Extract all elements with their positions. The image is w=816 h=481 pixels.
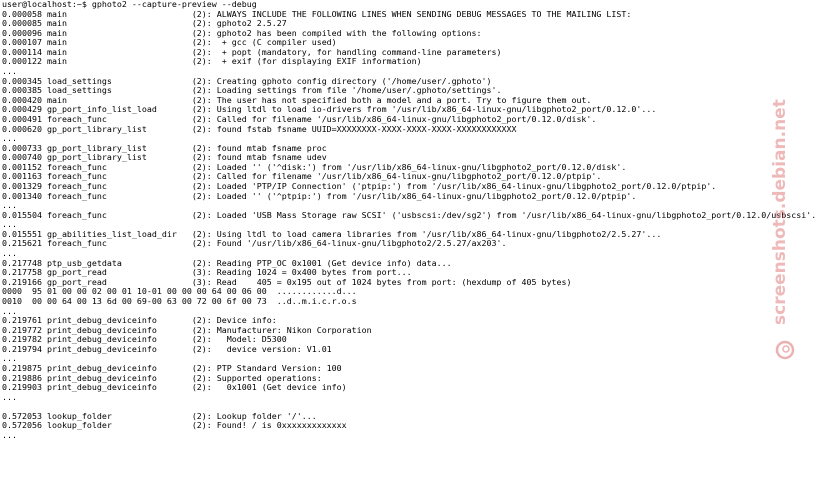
terminal-line: ... bbox=[2, 353, 17, 364]
terminal-line: 0.000058 main (2): ALWAYS INCLUDE THE FOLLOWING LINES WHEN SENDING DEBUG MESSAGES TO THE MAILING LIST: bbox=[2, 8, 632, 19]
terminal-line: ... bbox=[2, 133, 17, 144]
terminal-line: ... bbox=[2, 66, 17, 77]
terminal-line: 0.000429 gp_port_info_list_load (2): Using ltdl to load io-drivers from '/usr/lib/x86_64-linux-gnu/libgphoto2_port/0.12.0'... bbox=[2, 104, 657, 115]
terminal-line: 0.219886 print_debug_deviceinfo (2): Supported operations: bbox=[2, 372, 322, 383]
terminal-line: 0.000096 main (2): gphoto2 has been compiled with the following options: bbox=[2, 27, 482, 38]
terminal-line: 0.219875 print_debug_deviceinfo (2): PTP Standard Version: 100 bbox=[2, 362, 342, 373]
terminal-line: 0.219772 print_debug_deviceinfo (2): Manufacturer: Nikon Corporation bbox=[2, 324, 372, 335]
terminal-line: 0.000420 main (2): The user has not specified both a model and a port. Try to figure them out. bbox=[2, 94, 592, 105]
terminal-line: 0.001152 foreach_func (2): Loaded '' ('^disk:') from '/usr/lib/x86_64-linux-gnu/libgphoto2_port/0.12.0/disk'. bbox=[2, 161, 627, 172]
terminal-line: 0.219903 print_debug_deviceinfo (2): 0x1001 (Get device info) bbox=[2, 382, 347, 393]
terminal-line: 0.001329 foreach_func (2): Loaded 'PTP/IP Connection' ('ptpip:') from '/usr/lib/x86_64-linux-gnu/libgphoto2_port/0.12.0/ptpip'. bbox=[2, 180, 717, 191]
terminal-line: 0.000385 load_settings (2): Loading settings from file '/home/user/.gphoto/settings'. bbox=[2, 85, 502, 96]
terminal-line: 0.015551 gp_abilities_list_load_dir (2): Using ltdl to load camera libraries from '/usr/lib/x86_64-linux-gnu/libgphoto2/2.5.27'... bbox=[2, 228, 662, 239]
watermark-graphic bbox=[770, 99, 797, 370]
watermark-text: screenshots.debian.net bbox=[770, 99, 790, 325]
terminal-line: 0.000122 main (2): + exif (for displaying EXIF information) bbox=[2, 56, 422, 67]
terminal-line: 0.219166 gp_port_read (3): Read 405 = 0x195 out of 1024 bytes from port: (hexdump of 405 bytes) bbox=[2, 276, 572, 287]
terminal-line: ... bbox=[2, 430, 17, 441]
terminal-line: user@localhost:~$ gphoto2 --capture-preview --debug bbox=[2, 0, 257, 9]
terminal-line: 0.219794 print_debug_deviceinfo (2): device version: V1.01 bbox=[2, 343, 332, 354]
terminal-line: 0.000740 gp_port_library_list (2): found mtab fsname udev bbox=[2, 152, 327, 163]
terminal-line: 0.000620 gp_port_library_list (2): found fstab fsname UUID=XXXXXXXX-XXXX-XXXX-XXXX-XXXXXXXXXXXX bbox=[2, 123, 517, 134]
terminal-line: 0.217758 gp_port_read (3): Reading 1024 = 0x400 bytes from port... bbox=[2, 267, 412, 278]
terminal-line: 0.015504 foreach_func (2): Loaded 'USB Mass Storage raw SCSI' ('usbscsi:/dev/sg2') from '/usr/lib/x86_64-linux-gnu/libgphoto2_port/0.12.0/usbscsi'. bbox=[2, 209, 816, 220]
terminal-line: 0000 95 01 00 00 02 00 01 10-01 00 00 00 64 00 06 00 ............d... bbox=[2, 286, 357, 297]
terminal-line: 0.217748 ptp_usb_getdata (2): Reading PTP_OC 0x1001 (Get device info) data... bbox=[2, 257, 452, 268]
terminal-line: 0.000491 foreach_func (2): Called for filename '/usr/lib/x86_64-linux-gnu/libgphoto2_port/0.12.0/disk'. bbox=[2, 113, 597, 124]
terminal-line: ... bbox=[2, 391, 17, 402]
terminal-line: 0.000114 main (2): + popt (mandatory, for handling command-line parameters) bbox=[2, 46, 502, 57]
terminal-line: 0.000085 main (2): gphoto2 2.5.27 bbox=[2, 18, 287, 29]
terminal-line: ... bbox=[2, 219, 17, 230]
terminal-line: ... bbox=[2, 200, 17, 211]
terminal-line: 0.215621 foreach_func (2): Found '/usr/lib/x86_64-linux-gnu/libgphoto2/2.5.27/ax203'. bbox=[2, 238, 507, 249]
terminal-line: 0.572053 lookup_folder (2): Lookup folder '/'... bbox=[2, 410, 317, 421]
terminal-line: 0.001163 foreach_func (2): Called for filename '/usr/lib/x86_64-linux-gnu/libgphoto2_port/0.12.0/ptpip'. bbox=[2, 171, 602, 182]
terminal-line: 0.000733 gp_port_library_list (2): found mtab fsname proc bbox=[2, 142, 327, 153]
terminal-line: 0.219782 print_debug_deviceinfo (2): Model: D5300 bbox=[2, 334, 287, 345]
debian-swirl-icon bbox=[777, 342, 793, 358]
terminal-line: 0.572056 lookup_folder (2): Found! / is 0xxxxxxxxxxxxx bbox=[2, 420, 347, 431]
terminal-line: ... bbox=[2, 305, 17, 316]
terminal-line: 0.000107 main (2): + gcc (C compiler used) bbox=[2, 37, 337, 48]
terminal-line: 0.001340 foreach_func (2): Loaded '' ('^ptpip:') from '/usr/lib/x86_64-linux-gnu/libgphoto2_port/0.12.0/ptpip'. bbox=[2, 190, 637, 201]
terminal-line: ... bbox=[2, 248, 17, 259]
terminal-line: 0010 00 00 64 00 13 6d 00 69-00 63 00 72 00 6f 00 73 ..d..m.i.c.r.o.s bbox=[2, 295, 357, 306]
watermark bbox=[770, 99, 797, 370]
terminal-output[interactable] bbox=[2, 0, 816, 481]
terminal-line: 0.000345 load_settings (2): Creating gphoto config directory ('/home/user/.gphoto') bbox=[2, 75, 492, 86]
terminal-line: 0.219761 print_debug_deviceinfo (2): Device info: bbox=[2, 315, 277, 326]
